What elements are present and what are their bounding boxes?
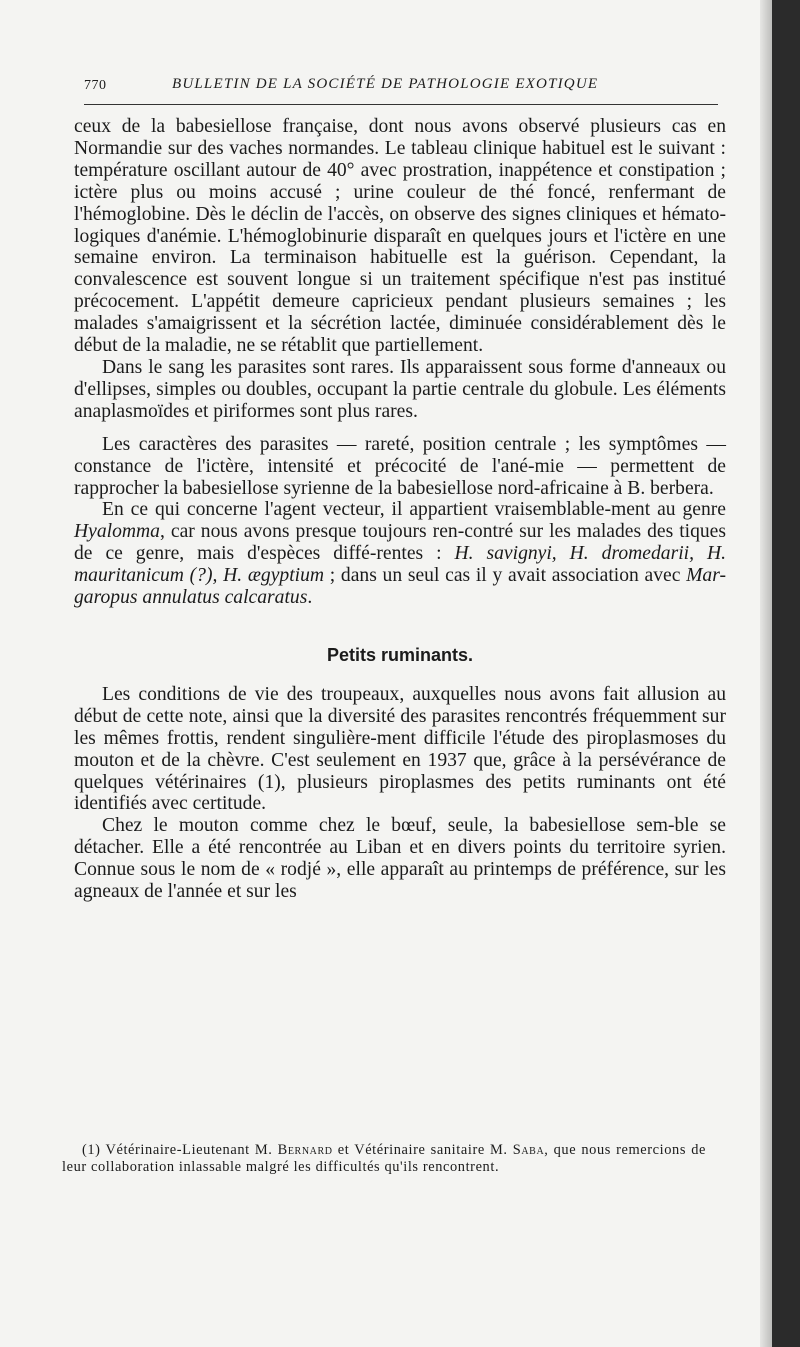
genus-hyalomma: Hyalomma [74,521,160,543]
tick-species-list: H. savignyi, H. dromedarii, H. mauritanicum (?), H. ægyptium [74,543,727,587]
paragraph-4-text-c: ; dans un seul cas il y avait association avec [324,565,687,587]
paragraph-4-text-b: , car nous avons presque toujours ren-contré sur les malades des tiques de ce genre, mais d'espèces diffé-rentes : [74,521,726,565]
heading-gap-bottom [74,668,726,684]
journal-title: BULLETIN DE LA SOCIÉTÉ DE PATHOLOGIE EXOTIQUE [172,76,599,92]
paragraph-1: ceux de la babesiellose française, dont nous avons observé plusieurs cas en Normandie sur des vaches normandes. Le tableau clinique habituel est le suivant : température oscillant autour de 40° avec prostration, inappétence et constipation ; ictère plus ou moins accusé ; urine couleur de thé foncé, renfermant de l'hémoglobine. Dès le déclin de l'accès, on observe des signes cliniques et hémato-logiques d'anémie. L'hémoglobinurie disparaît en quelques jours et l'ictère en une semaine environ. La terminaison habituelle est la guérison. Cependant, la convalescence est souvent longue si un traitement spécifique n'est pas institué précocement. L'appétit demeure capricieux pendant plusieurs semaines ; les malades s'amaigrissent et la sécrétion lactée, diminuée considérablement dès le début de la maladie, ne se rétablit que partiellement. [74,116,726,357]
paragraph-gap [74,423,726,434]
paragraph-2: Dans le sang les parasites sont rares. Ils apparaissent sous forme d'anneaux ou d'ellipses, simples ou doubles, occupant la partie centrale du globule. Les éléments anaplasmoïdes et piriformes sont plus rares. [74,356,726,422]
footnote-text [62,1142,706,1175]
footnote-name-saba: Saba [512,1142,545,1158]
footnote-text-a: (1) Vétérinaire-Lieutenant M. [82,1142,278,1158]
paragraph-4-text-d: . [307,587,313,609]
species-margaropus: Mar-garopus annulatus calcaratus [74,565,726,609]
heading-gap-top [74,609,726,642]
paragraph-4 [74,499,726,609]
page-edge-shadow [760,0,772,1347]
footnote-text-c: , que nous remercions de leur collaboration inlassable malgré les difficultés qu'ils rencontrent. [62,1142,706,1175]
paragraph-3: Les caractères des parasites — rareté, position centrale ; les symptômes — constance de l'ictère, intensité et précocité de l'ané-mie — permettent de rapprocher la babesiellose syrienne de la babesiellose nord-africaine à B. berbera. [74,433,726,499]
section-heading: Petits ruminants. [326,644,474,665]
body-text [74,116,726,903]
footnote-text-b: et Vétérinaire sanitaire M. [332,1142,513,1158]
header-rule [84,104,718,105]
scan-gutter [772,0,800,1347]
footnote-name-bernard: Bernard [277,1142,333,1158]
paragraph-4-text-a: En ce qui concerne l'agent vecteur, il appartient vraisemblable-ment au genre [102,499,726,521]
page-number: 770 [84,78,107,93]
paragraph-5: Les conditions de vie des troupeaux, auxquelles nous avons fait allusion au début de cette note, ainsi que la diversité des parasites rencontrés fréquemment sur les mêmes frottis, rendent singulière-ment difficile l'étude des piroplasmoses du mouton et de la chèvre. C'est seulement en 1937 que, grâce à la persévérance de quelques vétérinaires (1), plusieurs piroplasmes des petits ruminants ont été identifiés avec certitude. [74,683,726,815]
paragraph-6: Chez le mouton comme chez le bœuf, seule, la babesiellose sem-ble se détacher. Elle a été rencontrée au Liban et en divers points du territoire syrien. Connue sous le nom de « rodjé », elle apparaît au printemps de préférence, sur les agneaux de l'année et sur les [74,815,726,903]
running-head [84,76,720,102]
footnote [62,1142,706,1175]
